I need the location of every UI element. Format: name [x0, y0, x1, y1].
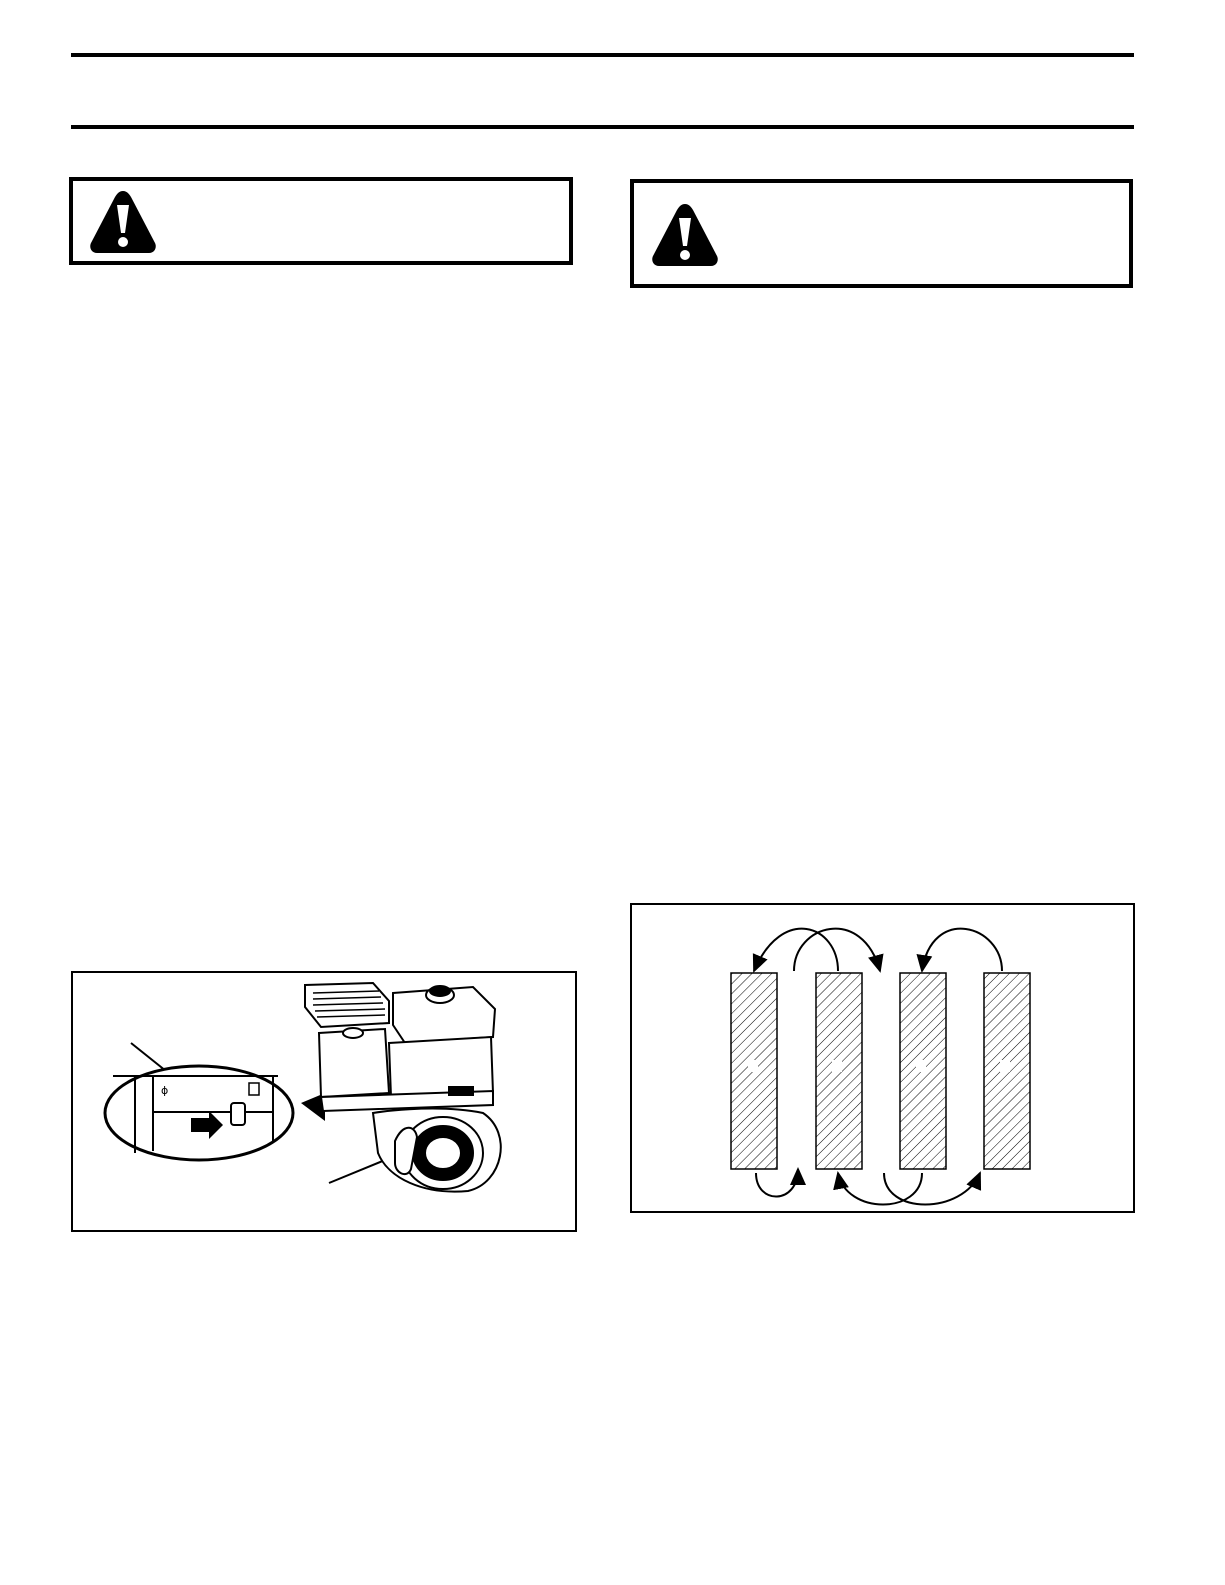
hatched-rows: [731, 973, 1030, 1169]
warning-box-left: [69, 177, 573, 265]
engine-body: [305, 983, 501, 1192]
header-title: [71, 70, 1134, 110]
row-markers: [748, 1060, 1010, 1072]
row-pattern-diagram: [632, 905, 1137, 1215]
header-rule-bottom: [71, 125, 1134, 129]
row-pattern-figure: [630, 903, 1135, 1213]
engine-figure: [71, 971, 577, 1232]
warning-box-right: [630, 179, 1133, 288]
direction-arrows: [754, 929, 1002, 1205]
callout-leader-line: [329, 1160, 385, 1183]
magnified-fuel-valve-inset: [105, 1066, 325, 1160]
svg-text:ϕ: ϕ: [161, 1084, 169, 1097]
warning-triangle-icon: [87, 187, 159, 257]
header-rule-top: [71, 53, 1134, 57]
engine-illustration: [73, 973, 579, 1234]
warning-triangle-icon: [649, 200, 721, 270]
